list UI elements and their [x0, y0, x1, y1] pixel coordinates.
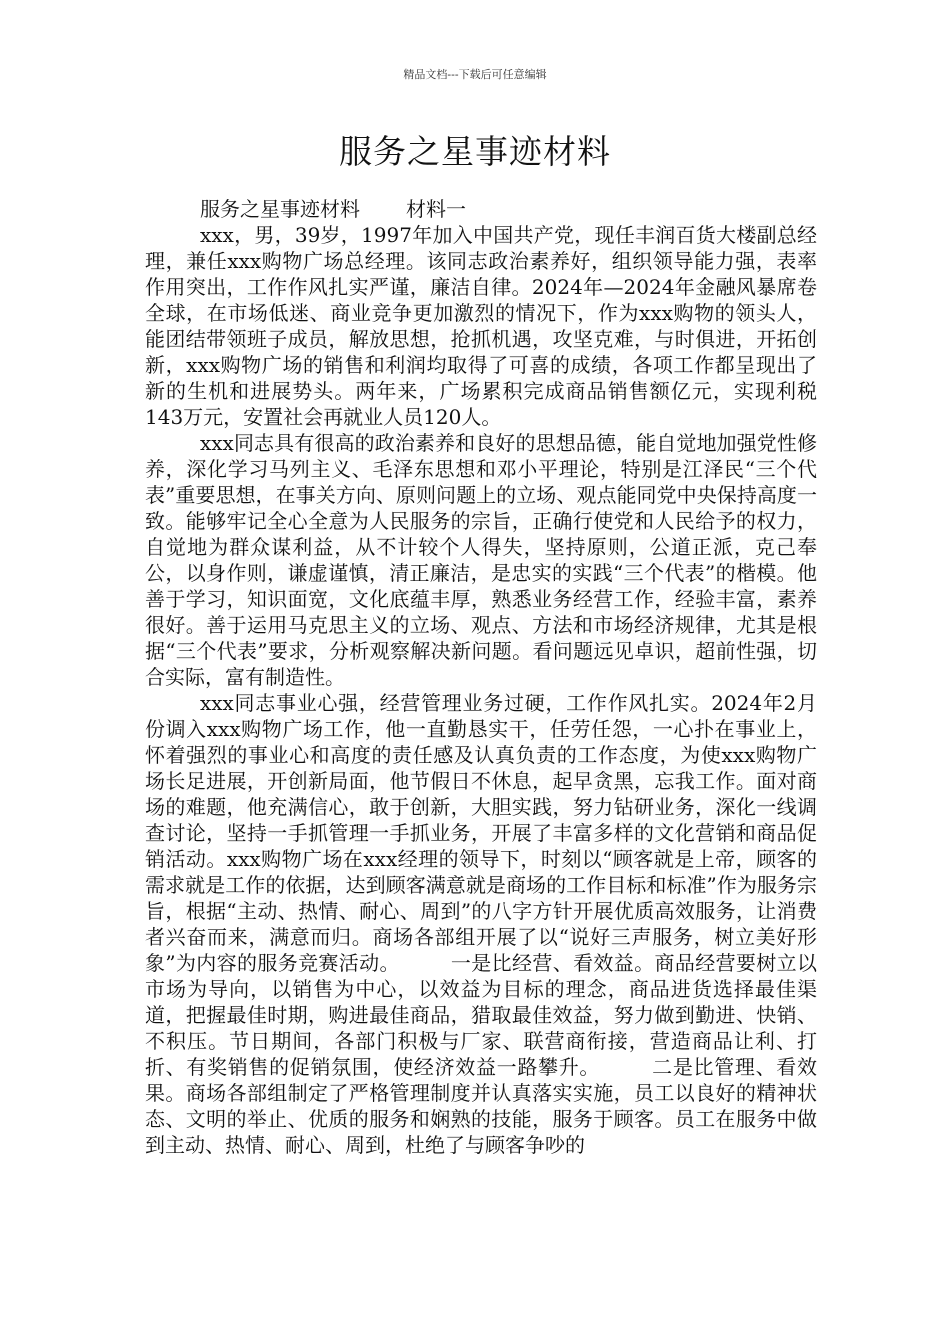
- document-title: 服务之星事迹材料: [339, 132, 611, 171]
- document-body: [145, 196, 817, 1158]
- paragraph-3: xxx同志事业心强，经营管理业务过硬，工作作风扎实。2024年2月份调入xxx购物广场工作，他一直勤恳实干，任劳任怨，一心扑在事业上，怀着强烈的事业心和高度的责任感及认真负责的工作态度，为使xxx购物广场长足进展，开创新局面，他节假日不休息，起早贪黑，忘我工作。面对商场的难题，他充满信心，敢于创新，大胆实践，努力钻研业务，深化一线调查讨论，坚持一手抓管理一手抓业务，开展了丰富多样的文化营销和商品促销活动。xxx购物广场在xxx经理的领导下，时刻以“顾客就是上帝，顾客的需求就是工作的依据，达到顾客满意就是商场的工作目标和标准”作为服务宗旨，根据“主动、热情、耐心、周到”的八字方针开展优质高效服务，让消费者兴奋而来，满意而归。商场各部组开展了以“说好三声服务，树立美好形象”为内容的服务竞赛活动。 一是比经营、看效益。商品经营要树立以市场为导向，以销售为中心，以效益为目标的理念，商品进货选择最佳渠道，把握最佳时期，购进最佳商品，猎取最佳效益，努力做到勤进、快销、不积压。节日期间，各部门积极与厂家、联营商衔接，营造商品让利、打折、有奖销售的促销氛围，使经济效益一路攀升。 二是比管理、看效果。商场各部组制定了严格管理制度并认真落实实施，员工以良好的精神状态、文明的举止、优质的服务和娴熟的技能，服务于顾客。员工在服务中做到主动、热情、耐心、周到，杜绝了与顾客争吵的: [145, 691, 817, 1157]
- intro-line: [145, 196, 817, 222]
- intro-right: 材料一: [406, 197, 466, 221]
- paragraph-2: xxx同志具有很高的政治素养和良好的思想品德，能自觉地加强党性修养，深化学习马列主义、毛泽东思想和邓小平理论，特别是江泽民“三个代表”重要思想，在事关方向、原则问题上的立场、观点能同党中央保持高度一致。能够牢记全心全意为人民服务的宗旨，正确行使党和人民给予的权力，自觉地为群众谋利益，从不计较个人得失，坚持原则，公道正派，克己奉公，以身作则，谦虚谨慎，清正廉洁，是忠实的实践“三个代表”的楷模。他善于学习，知识面宽，文化底蕴丰厚，熟悉业务经营工作，经验丰富，素养很好。善于运用马克思主义的立场、观点、方法和市场经济规律，尤其是根据“三个代表”要求，分析观察解决新问题。看问题远见卓识，超前性强，切合实际，富有制造性。: [145, 431, 817, 689]
- intro-left: 服务之星事迹材料: [200, 197, 360, 221]
- header-note: 精品文档---下载后可任意编辑: [403, 68, 547, 81]
- paragraph-1: xxx，男，39岁，1997年加入中国共产党，现任丰润百货大楼副总经理，兼任xxx购物广场总经理。该同志政治素养好，组织领导能力强，表率作用突出，工作作风扎实严谨，廉洁自律。2024年—2024年金融风暴席卷全球，在市场低迷、商业竞争更加激烈的情况下，作为xxx购物的领头人，能团结带领班子成员，解放思想，抢抓机遇，攻坚克难，与时俱进，开拓创新，xxx购物广场的销售和利润均取得了可喜的成绩，各项工作都呈现出了新的生机和进展势头。两年来，广场累积完成商品销售额亿元，实现利税143万元，安置社会再就业人员120人。: [145, 223, 817, 429]
